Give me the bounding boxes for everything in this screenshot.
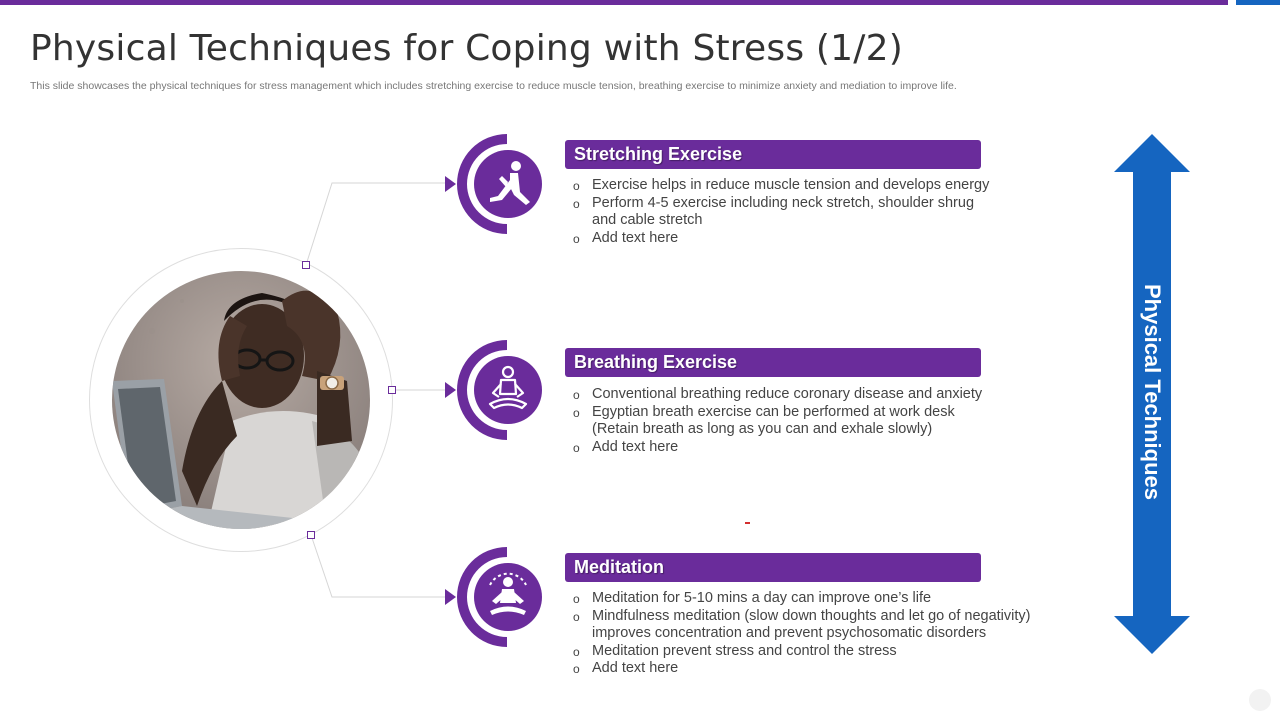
bullet-item: o Add text here [573,439,1043,457]
section-bullets-stretching [573,177,1043,247]
connector-marker-middle [388,386,396,394]
section-bullets-breathing [573,386,1043,456]
slide-title: Physical Techniques for Coping with Stress (1/2) [30,28,903,69]
bullet-item: o Perform 4-5 exercise including neck stretch, shoulder shrug and cable stretch [573,195,992,230]
section-bullets-meditation [573,590,1043,678]
section-header-stretching: Stretching Exercise [565,140,981,169]
bullet-item: o Meditation prevent stress and control the stress [573,643,1043,661]
stretching-icon-badge [444,132,544,236]
section-header-breathing: Breathing Exercise [565,348,981,377]
bullet-item: o Mindfulness meditation (slow down thoughts and let go of negativity) improves concentration and prevent psychosomatic disorders [573,608,1037,643]
stressed-man-photo [112,271,370,529]
bullet-item: o Conventional breathing reduce coronary disease and anxiety [573,386,1043,404]
stray-mark [745,522,750,524]
bullet-item: o Meditation for 5-10 mins a day can improve one’s life [573,590,1043,608]
slide-subtitle: This slide showcases the physical techniques for stress management which includes stretching exercise to reduce muscle tension, breathing exercise to minimize anxiety and mediation to improve life. [30,80,957,92]
section-header-meditation: Meditation [565,553,981,582]
bullet-item: o Exercise helps in reduce muscle tension and develops energy [573,177,1043,195]
breathing-icon-badge [444,338,544,442]
connector-marker-top [302,261,310,269]
connector-marker-bottom [307,531,315,539]
bullet-item: o Add text here [573,230,1043,248]
bullet-item: o Add text here [573,660,1043,678]
bullet-item: o Egyptian breath exercise can be performed at work desk (Retain breath as long as you can and exhale slowly) [573,404,972,439]
arrow-label: Physical Techniques [1140,283,1165,501]
meditation-icon-badge [444,545,544,649]
corner-circle [1249,689,1271,711]
